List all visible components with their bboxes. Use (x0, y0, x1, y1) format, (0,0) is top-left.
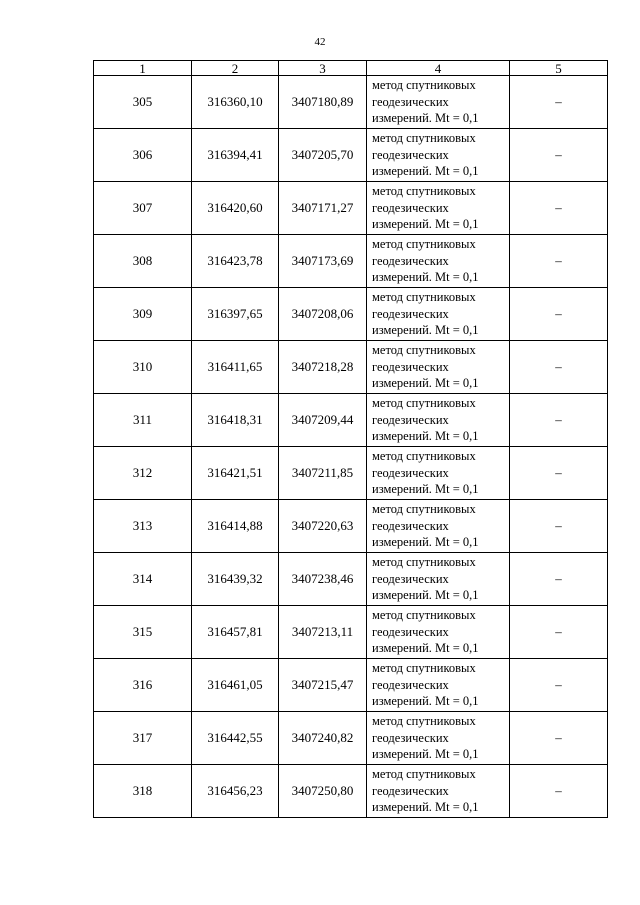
point-number-cell: 318 (94, 765, 192, 818)
y-coordinate-cell: 3407180,89 (279, 76, 367, 129)
y-coordinate-cell: 3407209,44 (279, 394, 367, 447)
method-line: измерений. Mt = 0,1 (372, 217, 479, 232)
point-number-cell: 316 (94, 659, 192, 712)
method-line: метод спутниковых (372, 184, 476, 199)
note-cell: – (510, 288, 608, 341)
table-row (94, 394, 608, 447)
method-line: измерений. Mt = 0,1 (372, 641, 479, 656)
note-cell: – (510, 659, 608, 712)
method-line: геодезических (372, 412, 449, 427)
method-line: геодезических (372, 200, 449, 215)
method-line: геодезических (372, 306, 449, 321)
method-line: метод спутниковых (372, 237, 476, 252)
table-row (94, 765, 608, 818)
y-coordinate-cell: 3407205,70 (279, 129, 367, 182)
method-line: метод спутниковых (372, 343, 476, 358)
y-coordinate-cell: 3407208,06 (279, 288, 367, 341)
y-coordinate-cell: 3407215,47 (279, 659, 367, 712)
note-cell: – (510, 500, 608, 553)
method-cell (367, 129, 510, 182)
method-line: геодезических (372, 624, 449, 639)
header-col-5: 5 (510, 61, 608, 76)
point-number-cell: 305 (94, 76, 192, 129)
method-cell (367, 235, 510, 288)
x-coordinate-cell: 316411,65 (192, 341, 279, 394)
method-cell (367, 394, 510, 447)
table-row (94, 659, 608, 712)
header-col-1: 1 (94, 61, 192, 76)
x-coordinate-cell: 316394,41 (192, 129, 279, 182)
method-line: геодезических (372, 465, 449, 480)
y-coordinate-cell: 3407238,46 (279, 553, 367, 606)
x-coordinate-cell: 316423,78 (192, 235, 279, 288)
method-cell (367, 765, 510, 818)
table-row (94, 182, 608, 235)
method-line: геодезических (372, 518, 449, 533)
table-row (94, 129, 608, 182)
y-coordinate-cell: 3407171,27 (279, 182, 367, 235)
x-coordinate-cell: 316457,81 (192, 606, 279, 659)
point-number-cell: 317 (94, 712, 192, 765)
coordinates-table (93, 60, 608, 818)
point-number-cell: 310 (94, 341, 192, 394)
method-line: метод спутниковых (372, 502, 476, 517)
x-coordinate-cell: 316456,23 (192, 765, 279, 818)
method-cell (367, 659, 510, 712)
point-number-cell: 315 (94, 606, 192, 659)
note-cell: – (510, 712, 608, 765)
method-line: метод спутниковых (372, 449, 476, 464)
method-line: геодезических (372, 730, 449, 745)
y-coordinate-cell: 3407218,28 (279, 341, 367, 394)
table-row (94, 447, 608, 500)
method-line: измерений. Mt = 0,1 (372, 535, 479, 550)
method-cell (367, 341, 510, 394)
method-line: измерений. Mt = 0,1 (372, 111, 479, 126)
table-row (94, 712, 608, 765)
method-line: измерений. Mt = 0,1 (372, 164, 479, 179)
point-number-cell: 309 (94, 288, 192, 341)
method-line: метод спутниковых (372, 608, 476, 623)
method-line: геодезических (372, 94, 449, 109)
table-row (94, 76, 608, 129)
note-cell: – (510, 394, 608, 447)
method-cell (367, 553, 510, 606)
note-cell: – (510, 235, 608, 288)
point-number-cell: 311 (94, 394, 192, 447)
x-coordinate-cell: 316421,51 (192, 447, 279, 500)
y-coordinate-cell: 3407220,63 (279, 500, 367, 553)
x-coordinate-cell: 316420,60 (192, 182, 279, 235)
method-line: метод спутниковых (372, 396, 476, 411)
method-line: измерений. Mt = 0,1 (372, 747, 479, 762)
point-number-cell: 312 (94, 447, 192, 500)
method-line: измерений. Mt = 0,1 (372, 482, 479, 497)
method-cell (367, 447, 510, 500)
x-coordinate-cell: 316439,32 (192, 553, 279, 606)
x-coordinate-cell: 316397,65 (192, 288, 279, 341)
y-coordinate-cell: 3407240,82 (279, 712, 367, 765)
header-col-3: 3 (279, 61, 367, 76)
x-coordinate-cell: 316442,55 (192, 712, 279, 765)
point-number-cell: 313 (94, 500, 192, 553)
table-row (94, 606, 608, 659)
y-coordinate-cell: 3407211,85 (279, 447, 367, 500)
point-number-cell: 308 (94, 235, 192, 288)
table-body (94, 76, 608, 818)
x-coordinate-cell: 316360,10 (192, 76, 279, 129)
method-line: измерений. Mt = 0,1 (372, 429, 479, 444)
page-number: 42 (314, 36, 326, 48)
method-line: геодезических (372, 147, 449, 162)
method-line: метод спутниковых (372, 290, 476, 305)
header-col-2: 2 (192, 61, 279, 76)
method-line: геодезических (372, 783, 449, 798)
x-coordinate-cell: 316414,88 (192, 500, 279, 553)
point-number-cell: 307 (94, 182, 192, 235)
method-cell (367, 182, 510, 235)
note-cell: – (510, 76, 608, 129)
method-line: метод спутниковых (372, 714, 476, 729)
note-cell: – (510, 182, 608, 235)
method-line: измерений. Mt = 0,1 (372, 270, 479, 285)
point-number-cell: 314 (94, 553, 192, 606)
x-coordinate-cell: 316461,05 (192, 659, 279, 712)
y-coordinate-cell: 3407250,80 (279, 765, 367, 818)
method-line: измерений. Mt = 0,1 (372, 694, 479, 709)
method-cell (367, 76, 510, 129)
method-cell (367, 712, 510, 765)
table-row (94, 235, 608, 288)
method-line: геодезических (372, 677, 449, 692)
note-cell: – (510, 129, 608, 182)
method-line: измерений. Mt = 0,1 (372, 588, 479, 603)
method-line: измерений. Mt = 0,1 (372, 376, 479, 391)
table-header-row (94, 61, 608, 76)
note-cell: – (510, 341, 608, 394)
header-col-4: 4 (367, 61, 510, 76)
note-cell: – (510, 765, 608, 818)
method-line: измерений. Mt = 0,1 (372, 800, 479, 815)
note-cell: – (510, 606, 608, 659)
method-line: метод спутниковых (372, 78, 476, 93)
y-coordinate-cell: 3407213,11 (279, 606, 367, 659)
note-cell: – (510, 447, 608, 500)
method-line: геодезических (372, 253, 449, 268)
point-number-cell: 306 (94, 129, 192, 182)
x-coordinate-cell: 316418,31 (192, 394, 279, 447)
method-line: метод спутниковых (372, 131, 476, 146)
method-line: измерений. Mt = 0,1 (372, 323, 479, 338)
y-coordinate-cell: 3407173,69 (279, 235, 367, 288)
method-line: метод спутниковых (372, 555, 476, 570)
method-line: метод спутниковых (372, 661, 476, 676)
note-cell: – (510, 553, 608, 606)
table-row (94, 288, 608, 341)
table-row (94, 553, 608, 606)
method-line: геодезических (372, 359, 449, 374)
method-cell (367, 500, 510, 553)
method-line: геодезических (372, 571, 449, 586)
method-line: метод спутниковых (372, 767, 476, 782)
method-cell (367, 288, 510, 341)
table-row (94, 500, 608, 553)
method-cell (367, 606, 510, 659)
table-row (94, 341, 608, 394)
